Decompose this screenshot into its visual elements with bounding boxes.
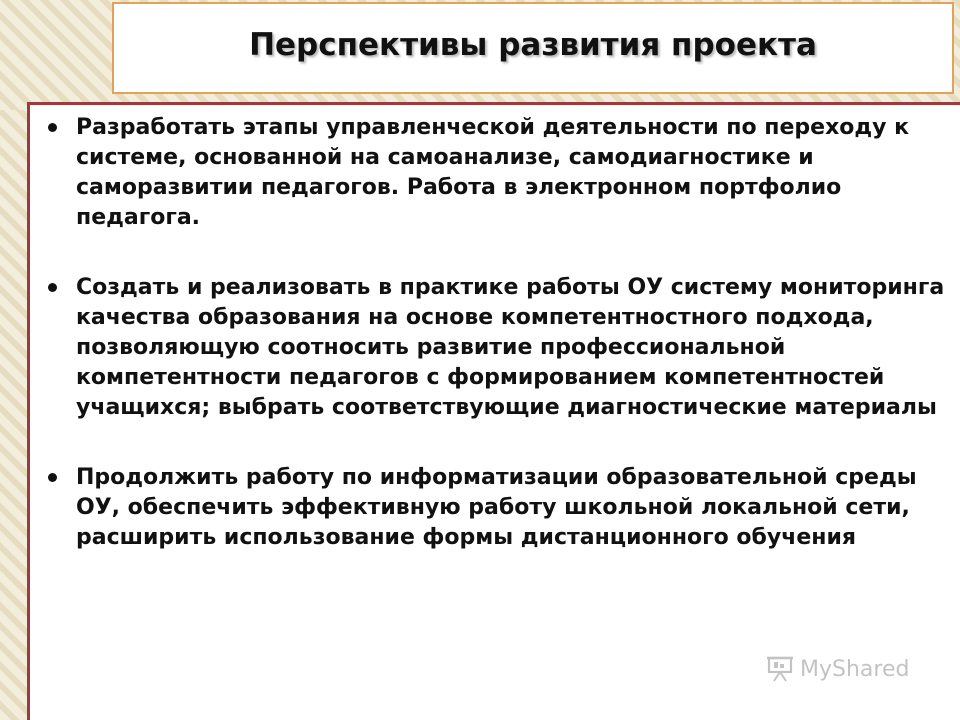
- bullet-item: [30, 273, 950, 423]
- bullet-text: Разработать этапы управленческой деятельности по переходу к системе, основанной на самоанализе, самодиагностике и саморазвитии педагогов. Работа в электронном портфолио педагога.: [76, 115, 910, 230]
- bullet-dot-icon: [48, 123, 57, 132]
- title-box: [112, 2, 954, 94]
- content-box: [27, 102, 960, 720]
- bullet-item: [30, 113, 950, 233]
- bullet-text: Продолжить работу по информатизации образовательной среды ОУ, обеспечить эффективную работу школьной локальной сети, расширить использование формы дистанционного обучения: [76, 465, 917, 550]
- bullet-item: [30, 463, 950, 553]
- watermark: [766, 656, 909, 682]
- bullet-list: [30, 113, 950, 593]
- bullet-text: Создать и реализовать в практике работы ОУ систему мониторинга качества образования на основе компетентностного подхода, позволяющую соотносить развитие профессиональной компетентности педагогов с формированием компетентностей учащихся; выбрать соответствующие диагностические материалы: [76, 275, 945, 420]
- bullet-dot-icon: [48, 283, 57, 292]
- bullet-dot-icon: [48, 473, 57, 482]
- projector-screen-icon: [766, 656, 794, 682]
- slide-title: Перспективы развития проекта: [249, 27, 817, 63]
- watermark-text: MyShared: [800, 656, 910, 682]
